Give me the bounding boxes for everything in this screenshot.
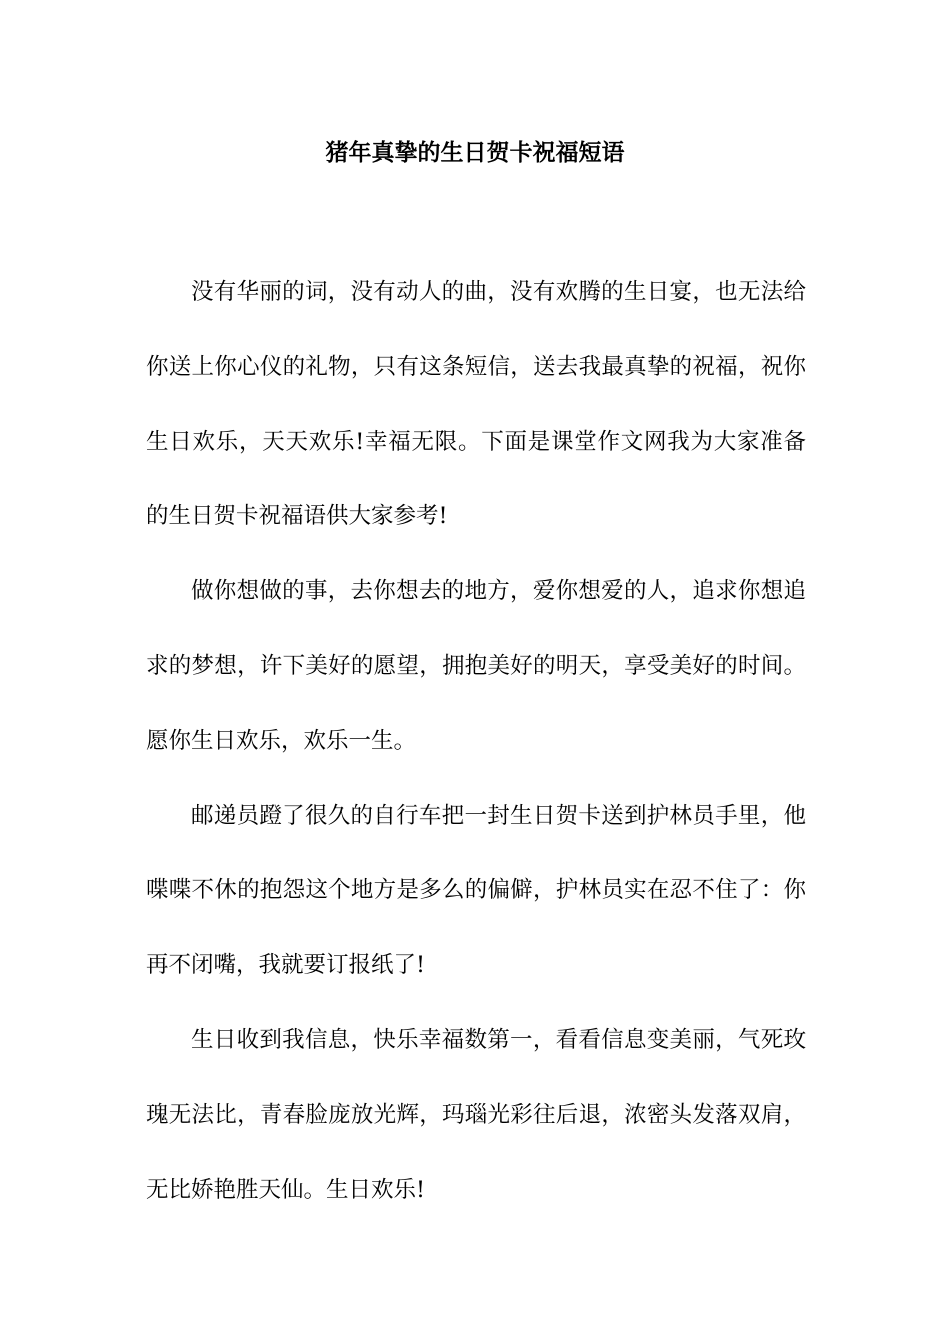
- paragraph-2: 做你想做的事，去你想去的地方，爱你想爱的人，追求你想追求的梦想，许下美好的愿望，拥抱美好的明天，享受美好的时间。愿你生日欢乐，欢乐一生。: [146, 578, 806, 754]
- document-body: [146, 255, 806, 1227]
- paragraph-4: 生日收到我信息，快乐幸福数第一，看看信息变美丽，气死玫瑰无法比，青春脸庞放光辉，玛瑙光彩往后退，浓密头发落双肩，无比娇艳胜天仙。生日欢乐!: [146, 1026, 806, 1203]
- paragraph-1: 没有华丽的词，没有动人的曲，没有欢腾的生日宴，也无法给你送上你心仪的礼物，只有这条短信，送去我最真挚的祝福，祝你生日欢乐，天天欢乐!幸福无限。下面是课堂作文网我为大家准备的生日贺卡祝福语供大家参考!: [146, 279, 806, 530]
- document-title: 猪年真挚的生日贺卡祝福短语: [325, 140, 625, 166]
- paragraph-3: 邮递员蹬了很久的自行车把一封生日贺卡送到护林员手里，他喋喋不休的抱怨这个地方是多么的偏僻，护林员实在忍不住了：你再不闭嘴，我就要订报纸了!: [146, 802, 806, 979]
